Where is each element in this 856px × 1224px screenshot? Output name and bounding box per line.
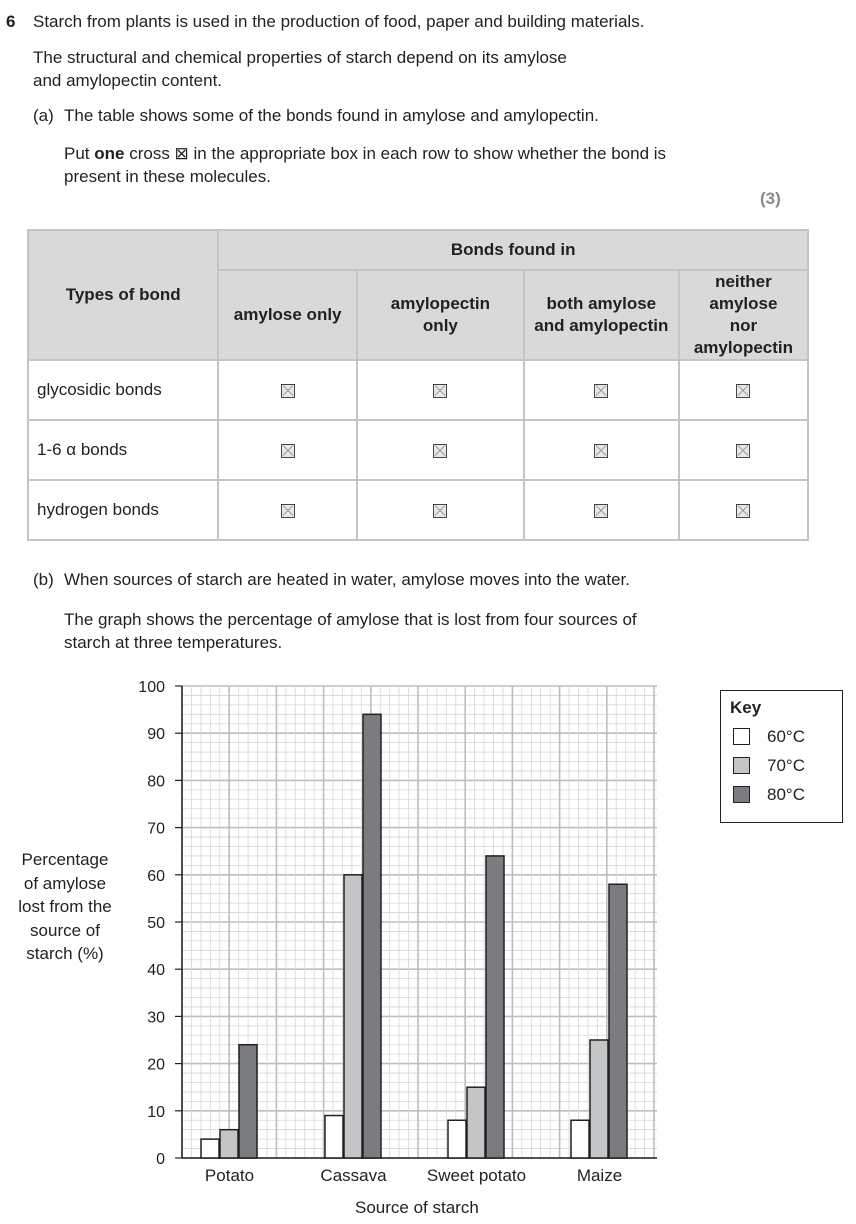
question-number: 6 xyxy=(6,12,16,31)
instr-bold: one xyxy=(94,144,125,163)
x-axis-label: Source of starch xyxy=(355,1198,479,1217)
marks: (3) xyxy=(760,189,781,208)
y-axis-label-line: Percentage xyxy=(21,850,109,869)
header-types-of-bond: Types of bond xyxy=(28,230,218,360)
part-b-line2: The graph shows the percentage of amylose that is lost from four sources of xyxy=(64,610,637,629)
legend-label: 70°C xyxy=(767,756,805,775)
y-tick-label: 80 xyxy=(147,773,165,791)
y-tick-label: 0 xyxy=(156,1151,165,1168)
header-both: both amylose and amylopectin xyxy=(524,270,679,360)
bar xyxy=(590,1040,608,1158)
y-tick-label: 10 xyxy=(147,1103,165,1121)
part-a-text: The table shows some of the bonds found in amylose and amylopectin. xyxy=(64,106,599,125)
legend xyxy=(720,690,843,823)
question-intro: Starch from plants is used in the production of food, paper and building materials. xyxy=(33,12,645,31)
header-neither: neither amylose nor amylopectin xyxy=(679,270,808,360)
y-tick-label: 40 xyxy=(147,962,165,980)
part-a-instruction-line2: present in these molecules. xyxy=(64,167,271,186)
para1-line1: The structural and chemical properties of starch depend on its amylose xyxy=(33,48,567,67)
y-tick-label: 20 xyxy=(147,1056,165,1074)
bar xyxy=(220,1130,238,1158)
y-axis-label-line: lost from the xyxy=(18,897,112,916)
bar xyxy=(325,1116,343,1158)
y-tick-label: 90 xyxy=(147,726,165,744)
part-b-label: (b) xyxy=(33,570,54,589)
instr-post: cross ⊠ in the appropriate box in each row to show whether the bond is xyxy=(124,144,667,163)
legend-swatch xyxy=(733,786,750,803)
bar xyxy=(609,884,627,1158)
bar xyxy=(201,1139,219,1158)
legend-swatch xyxy=(733,728,750,745)
y-tick-label: 30 xyxy=(147,1009,165,1027)
legend-label: 80°C xyxy=(767,785,805,804)
bar xyxy=(363,714,381,1158)
part-a-label: (a) xyxy=(33,106,54,125)
part-b-line3: starch at three temperatures. xyxy=(64,633,283,652)
part-b-text: When sources of starch are heated in water, amylose moves into the water. xyxy=(64,570,631,589)
row-label: glycosidic bonds xyxy=(28,360,218,420)
legend-label: 60°C xyxy=(767,727,805,746)
y-axis-label-line: of amylose xyxy=(23,873,107,893)
legend-title: Key xyxy=(730,698,762,717)
bar xyxy=(467,1087,485,1158)
x-tick-label: Sweet potato xyxy=(426,1166,527,1185)
y-tick-label: 50 xyxy=(147,915,165,932)
bar xyxy=(571,1120,589,1158)
legend-swatch xyxy=(733,757,750,774)
para1-line2: and amylopectin content. xyxy=(33,71,223,90)
bar xyxy=(486,856,504,1158)
x-tick-label: Cassava xyxy=(320,1166,387,1185)
y-axis-label-line: source of xyxy=(30,920,100,940)
x-tick-label: Potato xyxy=(204,1166,255,1185)
header-amylopectin-only: amylopectin only xyxy=(357,270,524,360)
header-amylose-only: amylose only xyxy=(218,270,357,360)
row-label: hydrogen bonds xyxy=(28,480,218,540)
instr-pre: Put xyxy=(64,144,95,163)
y-axis-label-line: starch (%) xyxy=(26,944,104,963)
row-label: 1-6 α bonds xyxy=(28,420,218,480)
bar xyxy=(239,1045,257,1158)
y-tick-label: 100 xyxy=(138,679,165,696)
bar xyxy=(344,875,362,1158)
bar xyxy=(448,1120,466,1158)
x-tick-label: Maize xyxy=(576,1166,623,1185)
header-bonds-found-in: Bonds found in xyxy=(218,230,808,270)
y-tick-label: 70 xyxy=(147,820,165,838)
y-tick-label: 60 xyxy=(147,867,165,885)
